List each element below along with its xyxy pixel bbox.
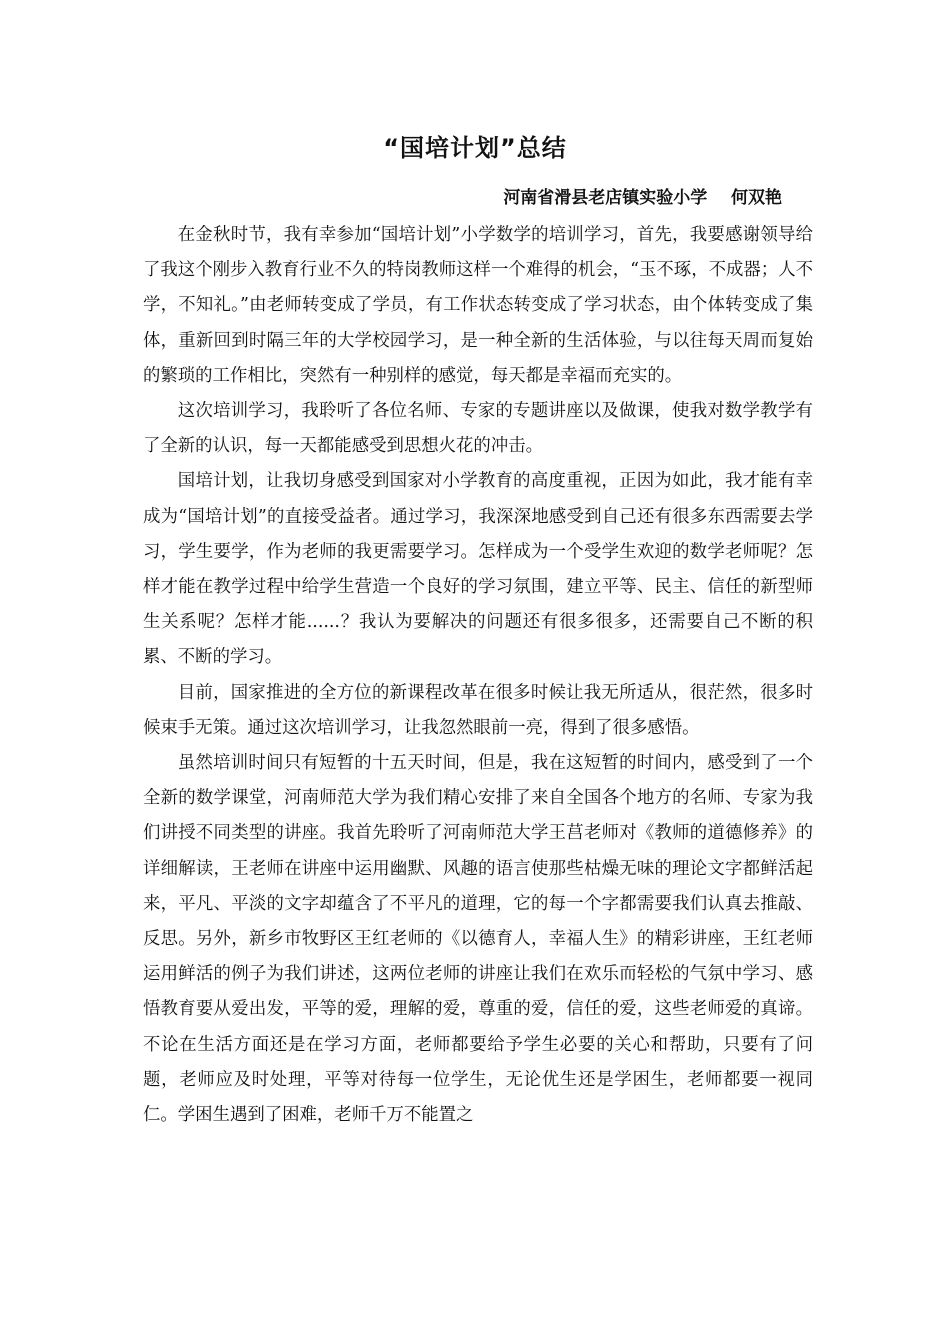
document-body bbox=[143, 218, 813, 1133]
paragraph-2: 这次培训学习，我聆听了各位名师、专家的专题讲座以及做课，使我对数学教学有了全新的认识，每一天都能感受到思想火花的冲击。 bbox=[143, 401, 813, 457]
paragraph-1: 在金秋时节，我有幸参加“国培计划”小学数学的培训学习，首先，我要感谢领导给了我这个刚步入教育行业不久的特岗教师这样一个难得的机会，“玉不琢，不成器；人不学，不知礼。”由老师转变成了学员，有工作状态转变成了学习状态，由个体转变成了集体，重新回到时隔三年的大学校园学习，是一种全新的生活体验，与以往每天周而复始的繁琐的工作相比，突然有一种别样的感觉，每天都是幸福而充实的。 bbox=[143, 225, 813, 386]
paragraph-4: 目前，国家推进的全方位的新课程改革在很多时候让我无所适从，很茫然，很多时候束手无策。通过这次培训学习，让我忽然眼前一亮，得到了很多感悟。 bbox=[143, 682, 813, 738]
author-line: 河南省滑县老店镇实验小学 何双艳 bbox=[503, 188, 782, 208]
document-title: “国培计划”总结 bbox=[383, 134, 567, 162]
paragraph-3: 国培计划，让我切身感受到国家对小学教育的高度重视，正因为如此，我才能有幸成为“国培计划”的直接受益者。通过学习，我深深地感受到自己还有很多东西需要去学习，学生要学，作为老师的我更需要学习。怎样成为一个受学生欢迎的数学老师呢？怎样才能在教学过程中给学生营造一个良好的学习氛围，建立平等、民主、信任的新型师生关系呢？怎样才能......？我认为要解决的问题还有很多很多，还需要自己不断的积累、不断的学习。 bbox=[143, 471, 813, 668]
paragraph-5: 虽然培训时间只有短暂的十五天时间，但是，我在这短暂的时间内，感受到了一个全新的数学课堂，河南师范大学为我们精心安排了来自全国各个地方的名师、专家为我们讲授不同类型的讲座。我首先聆听了河南师范大学王莒老师对《教师的道德修养》的详细解读，王老师在讲座中运用幽默、风趣的语言使那些枯燥无味的理论文字都鲜活起来，平凡、平淡的文字却蕴含了不平凡的道理，它的每一个字都需要我们认真去推敲、反思。另外，新乡市牧野区王红老师的《以德育人，幸福人生》的精彩讲座，王红老师运用鲜活的例子为我们讲述，这两位老师的讲座让我们在欢乐而轻松的气氛中学习、感悟教育要从爱出发，平等的爱，理解的爱，尊重的爱，信任的爱，这些老师爱的真谛。不论在生活方面还是在学习方面，老师都要给予学生必要的关心和帮助，只要有了问题，老师应及时处理，平等对待每一位学生，无论优生还是学困生，老师都要一视同仁。学困生遇到了困难，老师千万不能置之 bbox=[143, 753, 813, 1126]
